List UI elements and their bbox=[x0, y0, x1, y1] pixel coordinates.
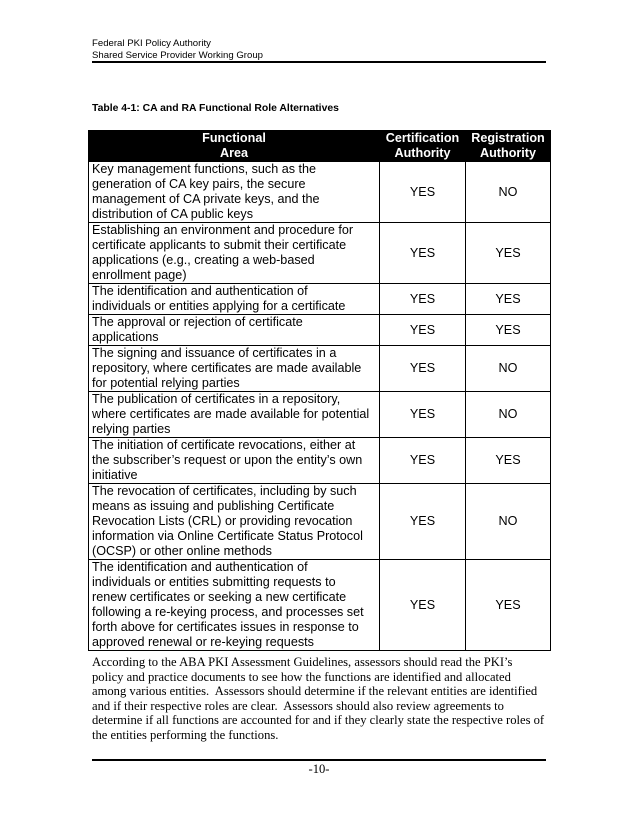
column-header-certification-authority: Certification Authority bbox=[380, 131, 466, 162]
function-description-line: applications (e.g., creating a web-based bbox=[92, 253, 315, 267]
table-row bbox=[89, 392, 551, 438]
certification-authority-cell: YES bbox=[380, 315, 466, 346]
function-description-line: individuals or entities submitting requests to bbox=[92, 575, 336, 589]
registration-authority-cell: NO bbox=[466, 162, 551, 223]
function-description-line: The initiation of certificate revocations, either at bbox=[92, 438, 356, 452]
paragraph-line: determine if all functions are accounted for and if they clearly state the respective roles of bbox=[92, 713, 545, 728]
paragraph-line: According to the ABA PKI Assessment Guidelines, assessors should read the PKI’s bbox=[92, 655, 513, 669]
header-organization: Federal PKI Policy Authority bbox=[92, 38, 211, 49]
page-number: -10- bbox=[308, 762, 330, 776]
certification-authority-cell: YES bbox=[380, 392, 466, 438]
column-header-registration-authority: Registration Authority bbox=[466, 131, 551, 162]
function-description-line: forth above for certificates issues in response to bbox=[92, 620, 359, 634]
certification-authority-cell: YES bbox=[380, 223, 466, 284]
function-description-line: The approval or rejection of certificate bbox=[92, 315, 303, 329]
table-row bbox=[89, 484, 551, 560]
functional-area-cell bbox=[89, 284, 380, 315]
table-header-row bbox=[89, 131, 551, 162]
functional-area-cell bbox=[89, 484, 380, 560]
function-description-line: Key management functions, such as the bbox=[92, 162, 317, 176]
table-caption: Table 4-1: CA and RA Functional Role Alternatives bbox=[92, 103, 339, 114]
paragraph-line: among various entities. Assessors should determine if the relevant entities are identified bbox=[92, 684, 538, 699]
function-description-line: renew certificates or seeking a new certificate bbox=[92, 590, 347, 604]
function-description-line: Establishing an environment and procedure for bbox=[92, 223, 354, 237]
function-description-line: Revocation Lists (CRL) or providing revocation bbox=[92, 514, 353, 528]
function-description-line: The identification and authentication of bbox=[92, 284, 308, 298]
functional-area-cell bbox=[89, 315, 380, 346]
registration-authority-cell: NO bbox=[466, 392, 551, 438]
certification-authority-cell: YES bbox=[380, 284, 466, 315]
assessment-paragraph bbox=[92, 655, 546, 743]
header-working-group: Shared Service Provider Working Group bbox=[92, 49, 263, 61]
functional-area-cell bbox=[89, 162, 380, 223]
function-description-line: generation of CA key pairs, the secure bbox=[92, 177, 306, 191]
functional-area-cell bbox=[89, 438, 380, 484]
function-description-line: where certificates are made available for potential bbox=[92, 407, 370, 421]
certification-authority-cell: YES bbox=[380, 346, 466, 392]
function-description-line: The revocation of certificates, including by such bbox=[92, 484, 357, 498]
function-description-line: The publication of certificates in a repository, bbox=[92, 392, 341, 406]
registration-authority-cell: YES bbox=[466, 315, 551, 346]
table-row bbox=[89, 284, 551, 315]
function-description-line: The identification and authentication of bbox=[92, 560, 308, 574]
registration-authority-cell: YES bbox=[466, 223, 551, 284]
registration-authority-cell: YES bbox=[466, 560, 551, 651]
table-row bbox=[89, 223, 551, 284]
registration-authority-cell: NO bbox=[466, 484, 551, 560]
function-description-line: repository, where certificates are made available bbox=[92, 361, 362, 375]
table-row bbox=[89, 162, 551, 223]
table-body bbox=[89, 162, 551, 651]
running-header bbox=[92, 38, 546, 61]
table-row bbox=[89, 346, 551, 392]
functional-area-cell bbox=[89, 346, 380, 392]
function-description-line: approved renewal or re-keying requests bbox=[92, 635, 314, 649]
table-row bbox=[89, 315, 551, 346]
function-description-line: certificate applicants to submit their certificate bbox=[92, 238, 347, 252]
paragraph-line: and if their respective roles are clear. Assessors should also review agreements to bbox=[92, 698, 504, 713]
function-description-line: The signing and issuance of certificates in a bbox=[92, 346, 337, 360]
function-description-line: enrollment page) bbox=[92, 268, 187, 282]
certification-authority-cell: YES bbox=[380, 162, 466, 223]
function-description-line: relying parties bbox=[92, 422, 171, 436]
certification-authority-cell: YES bbox=[380, 560, 466, 651]
function-description-line: applications bbox=[92, 330, 159, 344]
footer-rule bbox=[92, 759, 546, 761]
function-description-line: distribution of CA public keys bbox=[92, 207, 254, 221]
table-row bbox=[89, 438, 551, 484]
function-description-line: management of CA private keys, and the bbox=[92, 192, 320, 206]
table-row bbox=[89, 560, 551, 651]
functional-roles-table bbox=[88, 130, 551, 651]
function-description-line: the subscriber’s request or upon the entity’s own bbox=[92, 453, 363, 467]
functional-area-cell bbox=[89, 223, 380, 284]
paragraph-line: policy and practice documents to see how the functions are identified and allocated bbox=[92, 669, 511, 684]
function-description-line: means as issuing and publishing Certificate bbox=[92, 499, 335, 513]
functional-area-cell bbox=[89, 560, 380, 651]
column-header-functional-area: Functional Area bbox=[89, 131, 380, 162]
registration-authority-cell: YES bbox=[466, 284, 551, 315]
function-description-line: following a re-keying process, and processes set bbox=[92, 605, 364, 619]
registration-authority-cell: NO bbox=[466, 346, 551, 392]
function-description-line: individuals or entities applying for a certificate bbox=[92, 299, 346, 313]
functional-area-cell bbox=[89, 392, 380, 438]
certification-authority-cell: YES bbox=[380, 484, 466, 560]
certification-authority-cell: YES bbox=[380, 438, 466, 484]
paragraph-line: the entities performing the functions. bbox=[92, 727, 279, 742]
function-description-line: information via Online Certificate Status Protocol bbox=[92, 529, 363, 543]
header-rule bbox=[92, 61, 546, 63]
function-description-line: (OCSP) or other online methods bbox=[92, 544, 272, 558]
function-description-line: initiative bbox=[92, 468, 138, 482]
function-description-line: for potential relying parties bbox=[92, 376, 240, 390]
registration-authority-cell: YES bbox=[466, 438, 551, 484]
